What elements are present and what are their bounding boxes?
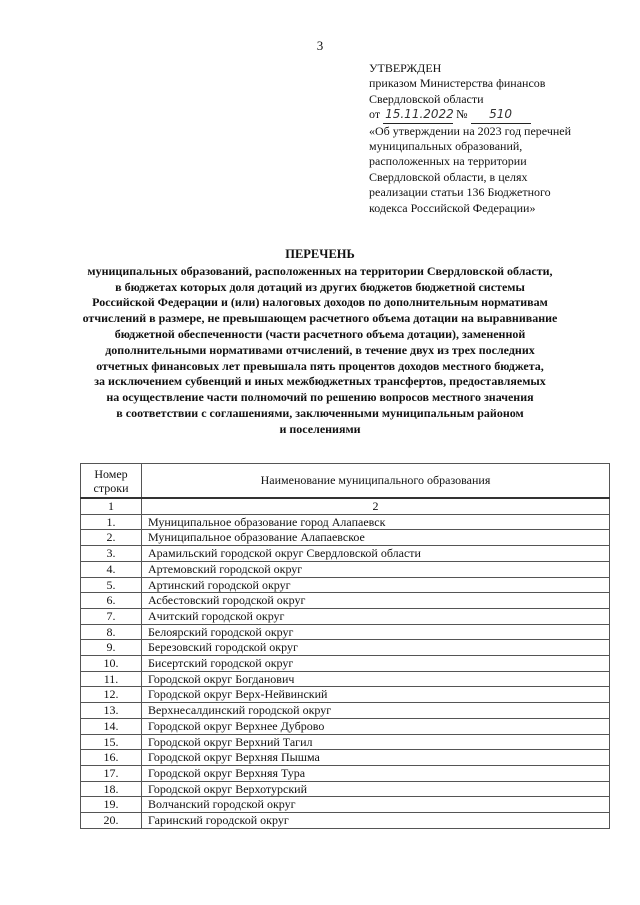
row-number: 13. <box>81 703 142 719</box>
approval-region: Свердловской области <box>369 91 484 106</box>
row-number: 17. <box>81 765 142 781</box>
order-number: 510 <box>471 107 531 123</box>
order-title-line: кодекса Российской Федерации» <box>369 200 536 215</box>
order-title <box>369 124 619 216</box>
table-row <box>81 561 610 577</box>
table-row <box>81 750 610 766</box>
municipality-name: Муниципальное образование город Алапаевск <box>142 514 610 530</box>
municipalities-table <box>80 463 610 829</box>
header-row-number <box>81 464 142 499</box>
municipality-name: Городской округ Верх-Нейвинский <box>142 687 610 703</box>
table-row <box>81 593 610 609</box>
title-line: отчислений в размере, не превышающем расчетного объема дотации на выравнивание <box>82 311 558 326</box>
municipality-name: Белоярский городской округ <box>142 624 610 640</box>
table-row <box>81 624 610 640</box>
municipality-name: Артинский городской округ <box>142 577 610 593</box>
table-row <box>81 687 610 703</box>
order-date: 15.11.2022 <box>383 107 453 123</box>
row-number: 14. <box>81 718 142 734</box>
title-line: Российской Федерации и (или) налоговых доходов по дополнительным нормативам <box>92 295 548 310</box>
row-number: 8. <box>81 624 142 640</box>
title-line: на осуществление части полномочий по решению вопросов местного значения <box>106 390 534 405</box>
document-title <box>60 247 580 438</box>
approval-stamp <box>369 61 619 216</box>
row-number: 1. <box>81 514 142 530</box>
municipality-name: Бисертский городской округ <box>142 656 610 672</box>
title-line: в бюджетах которых доля дотаций из других бюджетов бюджетной системы <box>115 279 525 294</box>
order-title-line: реализации статьи 136 Бюджетного <box>369 185 551 200</box>
header-num-line1: Номер <box>94 466 128 481</box>
number-sign: № <box>456 107 468 122</box>
table-row <box>81 797 610 813</box>
table-row <box>81 765 610 781</box>
title-line: дополнительными нормативами отчислений, в течение двух из трех последних <box>105 342 535 357</box>
municipality-name: Гаринский городской округ <box>142 813 610 829</box>
order-title-line: «Об утверждении на 2023 год перечней <box>369 123 572 138</box>
row-number: 4. <box>81 561 142 577</box>
municipality-name: Городской округ Верхняя Пышма <box>142 750 610 766</box>
municipality-name: Асбестовский городской округ <box>142 593 610 609</box>
row-number: 9. <box>81 640 142 656</box>
municipality-name: Артемовский городской округ <box>142 561 610 577</box>
row-number: 5. <box>81 577 142 593</box>
header-num-line2: строки <box>93 480 129 495</box>
table-row <box>81 703 610 719</box>
page-number: 3 <box>316 38 324 53</box>
title-line: за исключением субвенций и иных межбюджетных трансфертов, предоставляемых <box>94 374 546 389</box>
title-line: отчетных финансовых лет превышала пять процентов доходов местного бюджета, <box>96 358 544 373</box>
row-number: 12. <box>81 687 142 703</box>
table-row <box>81 546 610 562</box>
municipality-name: Ачитский городской округ <box>142 608 610 624</box>
municipality-name: Муниципальное образование Алапаевское <box>142 530 610 546</box>
column-index-row <box>81 498 610 514</box>
table-row <box>81 577 610 593</box>
row-number: 11. <box>81 671 142 687</box>
order-title-line: расположенных на территории <box>369 154 527 169</box>
municipality-name: Волчанский городской округ <box>142 797 610 813</box>
table-row <box>81 514 610 530</box>
approval-title: УТВЕРЖДЕН <box>369 61 442 75</box>
column-index-1: 1 <box>81 498 142 514</box>
title-body <box>60 264 580 438</box>
title-line: бюджетной обеспеченности (части расчетного объема дотации), замененной <box>114 326 526 341</box>
municipality-name: Верхнесалдинский городской округ <box>142 703 610 719</box>
table-row <box>81 781 610 797</box>
table-row <box>81 813 610 829</box>
date-prefix: от <box>369 107 381 122</box>
municipality-name: Городской округ Верхотурский <box>142 781 610 797</box>
title-heading: ПЕРЕЧЕНЬ <box>285 247 355 261</box>
row-number: 20. <box>81 813 142 829</box>
table-row <box>81 734 610 750</box>
municipality-name: Городской округ Верхний Тагил <box>142 734 610 750</box>
table-row <box>81 671 610 687</box>
order-title-line: муниципальных образований, <box>369 139 523 154</box>
municipality-name: Городской округ Верхнее Дуброво <box>142 718 610 734</box>
table-header-row <box>81 464 610 499</box>
order-date-number <box>369 107 619 123</box>
table-row <box>81 530 610 546</box>
table-row <box>81 608 610 624</box>
title-line: муниципальных образований, расположенных на территории Свердловской области, <box>87 263 553 278</box>
approval-issuer: приказом Министерства финансов <box>369 76 546 91</box>
column-index-2: 2 <box>142 498 610 514</box>
row-number: 18. <box>81 781 142 797</box>
row-number: 10. <box>81 656 142 672</box>
table-row <box>81 718 610 734</box>
municipality-name: Городской округ Верхняя Тура <box>142 765 610 781</box>
row-number: 3. <box>81 546 142 562</box>
row-number: 7. <box>81 608 142 624</box>
municipality-name: Городской округ Богданович <box>142 671 610 687</box>
municipality-name: Березовский городской округ <box>142 640 610 656</box>
table-row <box>81 656 610 672</box>
order-title-line: Свердловской области, в целях <box>369 169 528 184</box>
row-number: 16. <box>81 750 142 766</box>
row-number: 19. <box>81 797 142 813</box>
title-line: и поселениями <box>279 421 361 436</box>
row-number: 15. <box>81 734 142 750</box>
row-number: 2. <box>81 530 142 546</box>
title-line: в соответствии с соглашениями, заключенными муниципальным районом <box>116 405 524 420</box>
row-number: 6. <box>81 593 142 609</box>
municipality-name: Арамильский городской округ Свердловской области <box>142 546 610 562</box>
table-row <box>81 640 610 656</box>
header-municipality-name: Наименование муниципального образования <box>142 464 610 499</box>
